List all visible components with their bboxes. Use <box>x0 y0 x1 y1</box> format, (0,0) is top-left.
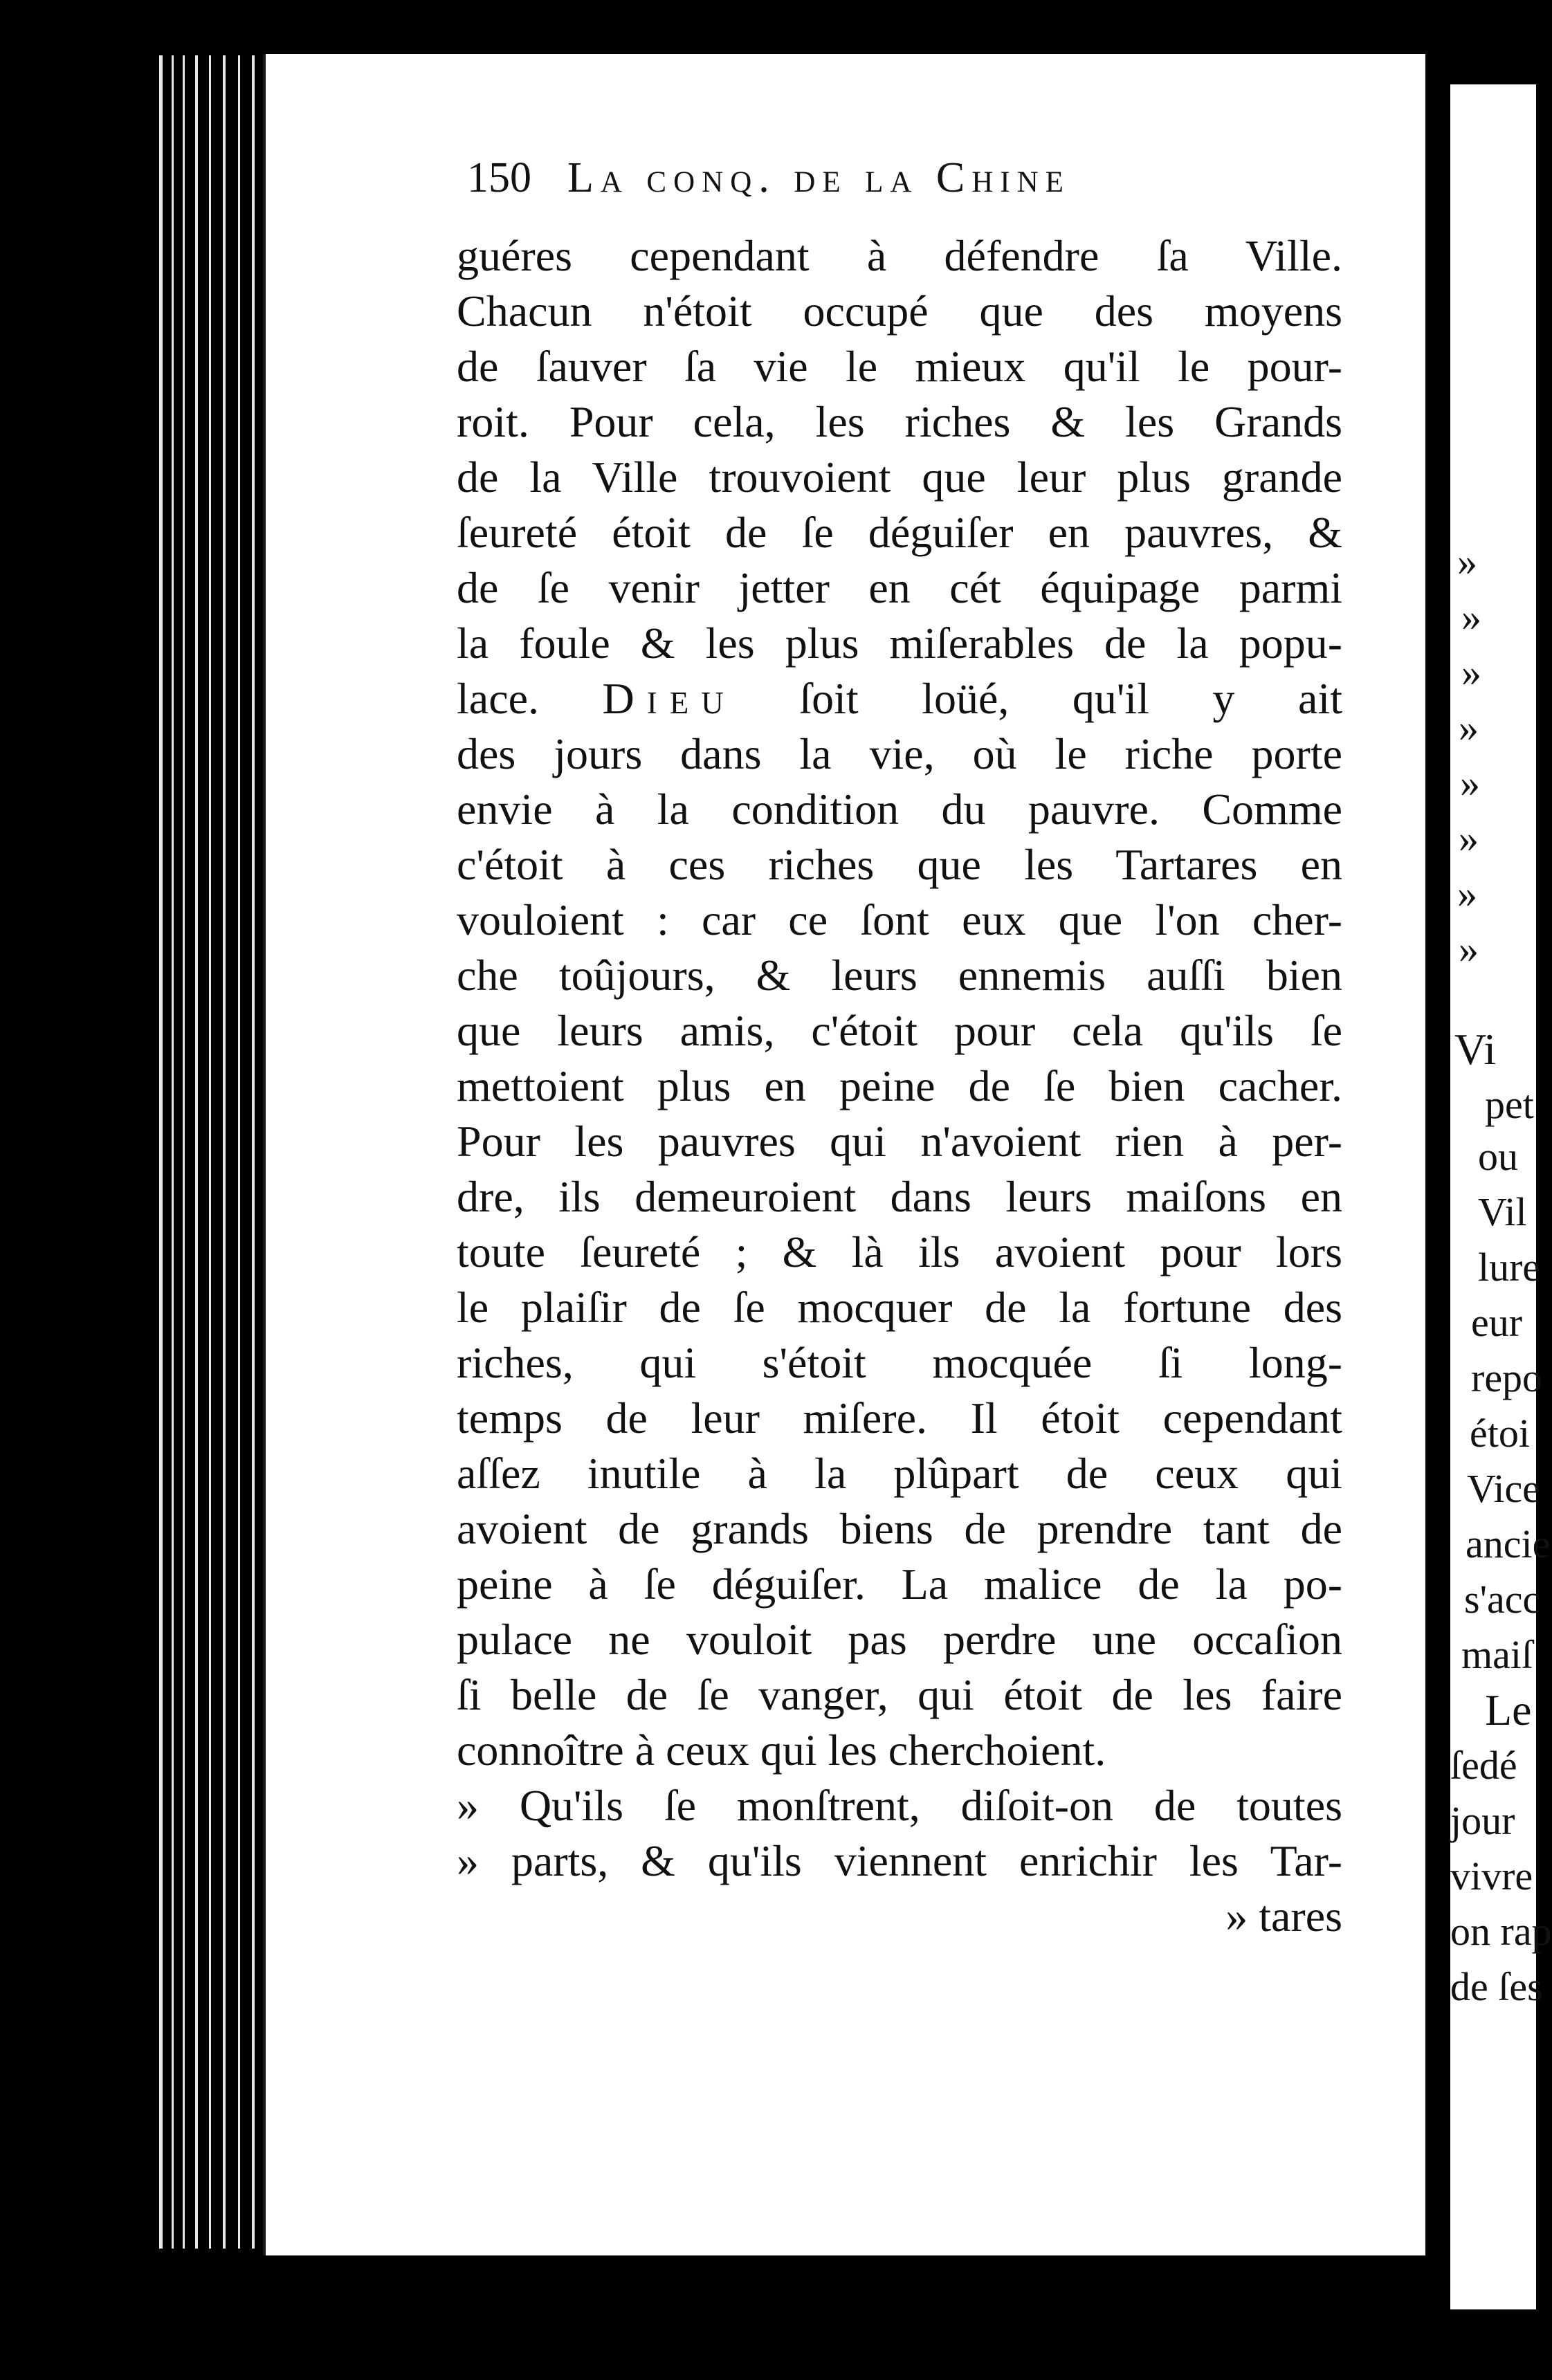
text-line: roit. Pour cela, les riches & les Grands <box>457 397 1342 446</box>
fragment: eur <box>1471 1300 1523 1345</box>
text-line: des jours dans la vie, où le riche porte <box>457 729 1342 778</box>
text-line: de la Ville trouvoient que leur plus grande <box>457 452 1342 502</box>
text-line: connoître à ceux qui les cherchoient. <box>457 1726 1106 1775</box>
text-line: mettoient plus en peine de ſe bien cacher. <box>457 1061 1342 1110</box>
text-line: riches, qui s'étoit mocquée ſi long- <box>457 1338 1342 1387</box>
text-line: envie à la condition du pauvre. Comme <box>457 785 1342 834</box>
fragment: lure <box>1478 1245 1541 1290</box>
fragment: ou <box>1478 1134 1518 1179</box>
text-line: ſeureté étoit de ſe déguiſer en pauvres, & <box>457 508 1342 557</box>
text-line: c'étoit à ces riches que les Tartares en <box>457 840 1342 889</box>
text-line: de ſauver ſa vie le mieux qu'il le pour- <box>457 342 1342 391</box>
text-line: temps de leur miſere. Il étoit cependant <box>457 1393 1342 1443</box>
text-line: Chacun n'étoit occupé que des moyens <box>457 286 1342 336</box>
text-line: vouloient : car ce ſont eux que l'on cher- <box>457 895 1342 944</box>
text-line: peine à ſe déguiſer. La malice de la po- <box>457 1559 1342 1609</box>
text-line: » Qu'ils ſe monſtrent, diſoit-on de toutes <box>457 1781 1342 1830</box>
text-line: avoient de grands biens de prendre tant de <box>457 1504 1342 1553</box>
dieu-small-caps: Dieu <box>602 674 736 723</box>
running-title: La conq. de la Chine <box>567 154 1070 201</box>
text-line: dre, ils demeuroient dans leurs maiſons en <box>457 1172 1342 1221</box>
gutter-shadow <box>1425 55 1450 2338</box>
fragment: Vi <box>1454 1025 1497 1074</box>
text-line: de ſe venir jetter en cét équipage parmi <box>457 563 1342 612</box>
fragment: » <box>1461 650 1481 695</box>
text-line: que leurs amis, c'étoit pour cela qu'ils ſe <box>457 1006 1342 1055</box>
fragment: ſedé <box>1450 1743 1517 1788</box>
fragment: pet <box>1485 1082 1534 1127</box>
text-line: le plaiſir de ſe mocquer de la fortune des <box>457 1283 1342 1332</box>
fragment: s'acc <box>1464 1577 1541 1622</box>
fragment: repo <box>1471 1355 1543 1400</box>
fragment: Le <box>1485 1685 1532 1734</box>
dieu-before: lace. <box>457 674 603 723</box>
fragment: maiſ <box>1461 1632 1533 1677</box>
fragment: » <box>1459 926 1479 971</box>
text-line: che toûjours, & leurs ennemis auſſi bien <box>457 951 1342 1000</box>
dieu-after: ſoit loüé, qu'il y ait <box>736 674 1343 723</box>
fragment: jour <box>1450 1798 1515 1843</box>
text-line: toute ſeureté ; & là ils avoient pour lors <box>457 1227 1342 1276</box>
text-line: » parts, & qu'ils viennent enrichir les Tar- <box>457 1836 1342 1885</box>
fragment: » <box>1461 594 1481 639</box>
body-text <box>457 228 1342 1944</box>
fragment: on rap <box>1450 1909 1552 1954</box>
page-number: 150 <box>467 154 531 201</box>
text-line: ſi belle de ſe vanger, qui étoit de les faire <box>457 1670 1342 1719</box>
fragment: vivre <box>1450 1853 1533 1898</box>
fragment: » <box>1457 539 1477 584</box>
fragment: » <box>1460 760 1480 805</box>
fragment: » <box>1459 816 1479 861</box>
facing-page-edge <box>1450 84 1552 2309</box>
text-line: pulace ne vouloit pas perdre une occaſion <box>457 1615 1342 1664</box>
running-head <box>208 154 1356 230</box>
text-line: guéres cependant à défendre ſa Ville. <box>457 231 1342 280</box>
book-binding <box>0 0 159 2380</box>
fragment: » <box>1457 871 1477 916</box>
catchword: » tares <box>1225 1892 1342 1941</box>
text-line: aſſez inutile à la plûpart de ceux qui <box>457 1449 1342 1498</box>
text-line-dieu <box>457 671 1342 726</box>
fragment: » <box>1459 705 1479 750</box>
text-line: Pour les pauvres qui n'avoient rien à per- <box>457 1117 1342 1166</box>
fragment: Vil <box>1478 1189 1527 1234</box>
fragment: étoi <box>1470 1411 1530 1456</box>
fragment: Vice <box>1467 1466 1541 1511</box>
page-edges <box>159 55 263 2249</box>
text-line: la foule & les plus miſerables de la popu- <box>457 619 1342 668</box>
fragment: de ſes <box>1450 1964 1543 2009</box>
fragment: ancie <box>1466 1521 1551 1566</box>
